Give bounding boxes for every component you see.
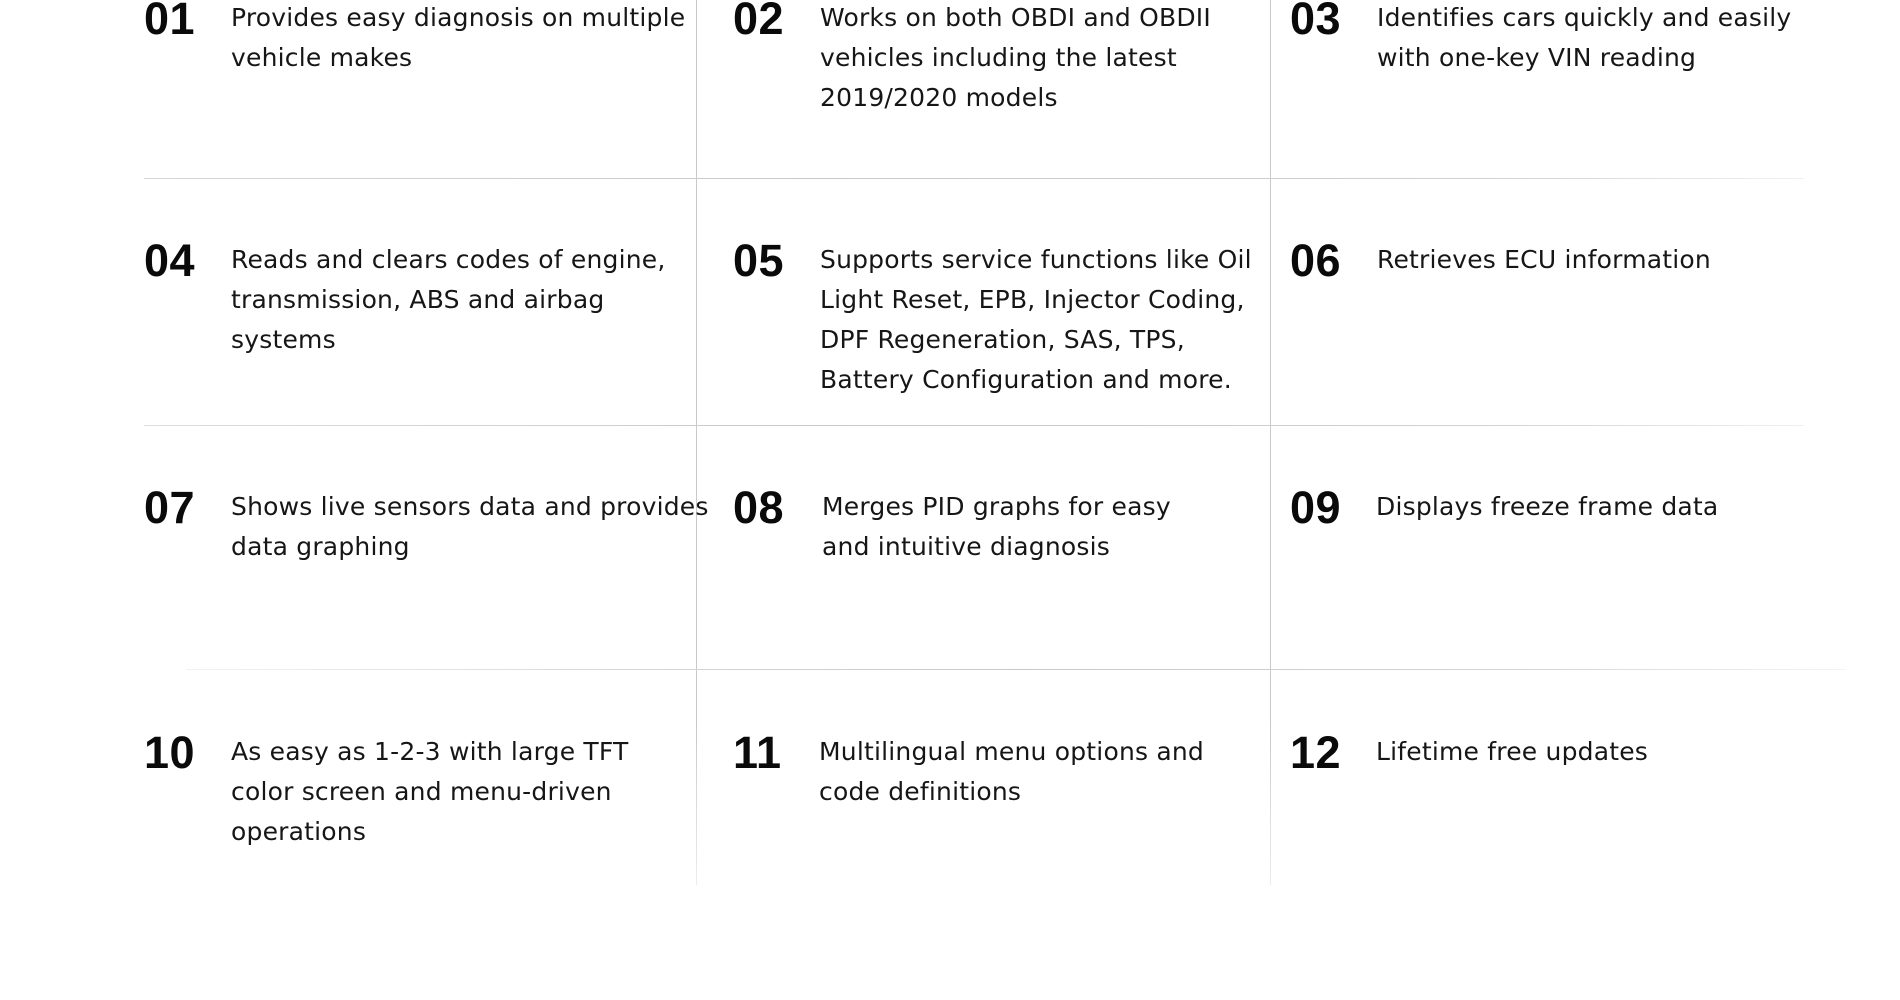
feature-text: Multilingual menu options and code definitions — [819, 737, 1204, 806]
feature-text: Shows live sensors data and provides data graphing — [231, 492, 709, 561]
feature-number: 11 — [733, 727, 782, 778]
feature-number: 07 — [144, 482, 196, 533]
grid-divider-horizontal-1 — [144, 178, 1804, 179]
feature-text: Identifies cars quickly and easily with one-key VIN reading — [1377, 3, 1792, 72]
feature-text: Merges PID graphs for easy and intuitive diagnosis — [822, 492, 1171, 561]
feature-number: 09 — [1290, 482, 1342, 533]
grid-divider-horizontal-3 — [186, 669, 1846, 670]
feature-text: Provides easy diagnosis on multiple vehicle makes — [231, 3, 686, 72]
feature-number: 08 — [733, 482, 785, 533]
feature-number: 04 — [144, 235, 196, 286]
feature-text: Reads and clears codes of engine, transmission, ABS and airbag systems — [231, 245, 666, 354]
feature-number: 01 — [144, 0, 196, 44]
feature-number: 10 — [144, 727, 196, 778]
feature-text: Lifetime free updates — [1376, 737, 1649, 766]
feature-number: 06 — [1290, 235, 1342, 286]
feature-number: 03 — [1290, 0, 1342, 44]
feature-text: Supports service functions like Oil Light Reset, EPB, Injector Coding, DPF Regeneration, SAS, TPS, Battery Configuration and more. — [820, 245, 1252, 394]
feature-text: Displays freeze frame data — [1376, 492, 1719, 521]
feature-text: Works on both OBDI and OBDII vehicles including the latest 2019/2020 models — [820, 3, 1211, 112]
grid-divider-horizontal-2 — [144, 425, 1804, 426]
grid-divider-vertical-1 — [696, 0, 697, 885]
feature-text: As easy as 1-2-3 with large TFT color screen and menu-driven operations — [231, 737, 629, 846]
feature-number: 02 — [733, 0, 785, 44]
grid-divider-vertical-2 — [1270, 0, 1271, 885]
feature-text: Retrieves ECU information — [1377, 245, 1711, 274]
feature-number: 05 — [733, 235, 785, 286]
feature-number: 12 — [1290, 727, 1342, 778]
